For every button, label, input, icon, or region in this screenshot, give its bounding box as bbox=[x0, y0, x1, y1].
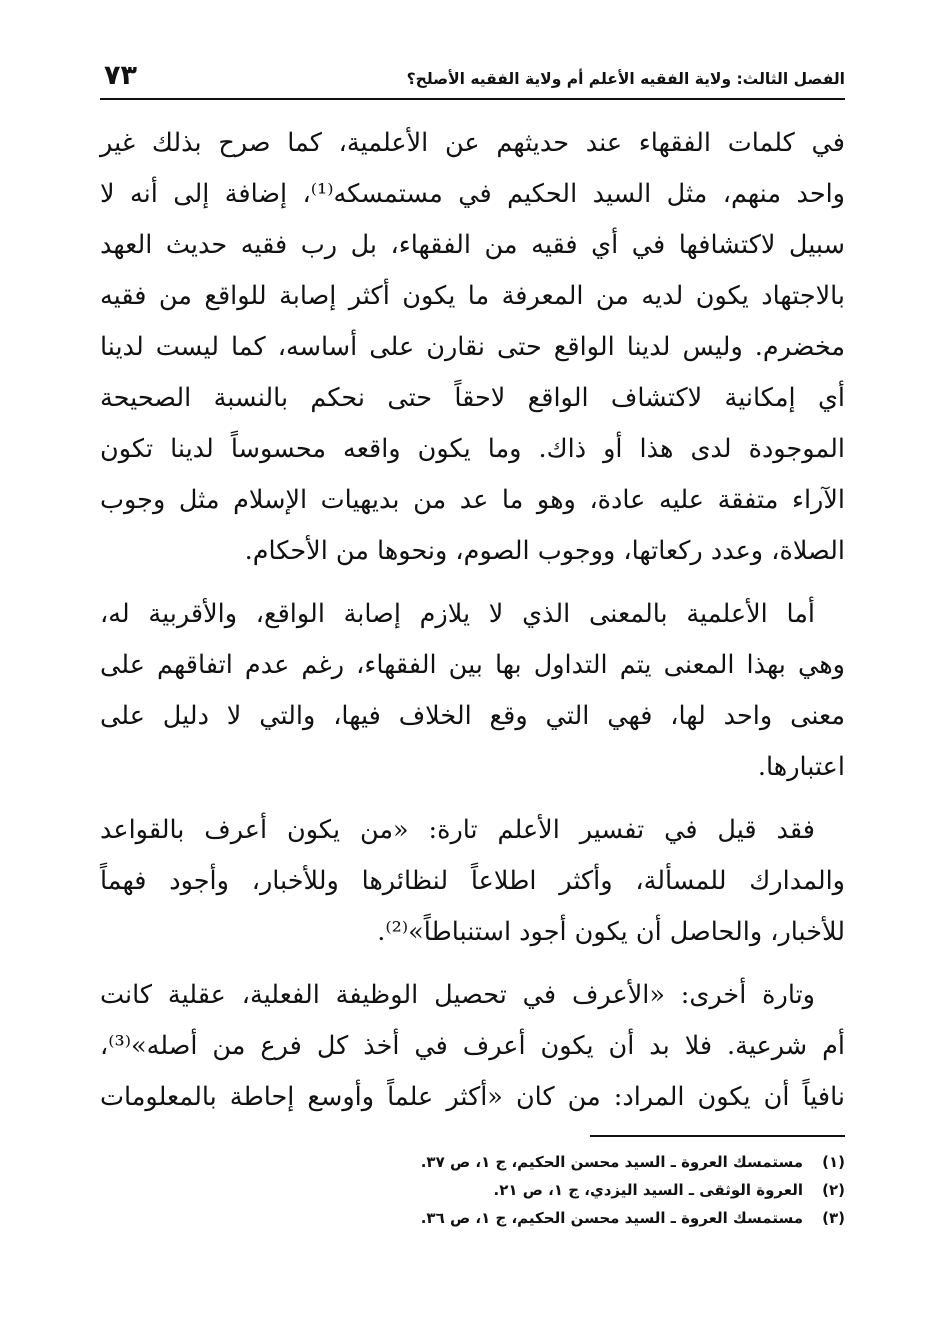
body-text bbox=[100, 118, 845, 1123]
page-header bbox=[100, 58, 845, 100]
text-line: وتارة أخرى: «الأعرف في تحصيل الوظيفة الفعلية، عقلية كانت bbox=[100, 980, 815, 1010]
text-line: فقد قيل في تفسير الأعلم تارة: «من يكون أعرف بالقواعد bbox=[100, 815, 815, 845]
text-line: اعتبارها. bbox=[757, 752, 845, 782]
footnote-2 bbox=[421, 1176, 845, 1204]
paragraph-1 bbox=[100, 118, 845, 577]
text-line: مخضرم. وليس لدينا الواقع حتى نقارن على أساسه، كما ليست لدينا bbox=[100, 332, 845, 362]
text-line: معنى واحد لها، فهي التي وقع الخلاف فيها، والتي لا دليل على bbox=[100, 701, 845, 731]
paragraph-2 bbox=[100, 589, 845, 793]
paragraph-4 bbox=[100, 970, 845, 1123]
footnote-number: (٢) bbox=[822, 1181, 845, 1199]
page-number: ٧٣ bbox=[104, 60, 137, 91]
running-title: الفصل الثالث: ولاية الفقيه الأعلم أم ولاية الفقيه الأصلح؟ bbox=[406, 70, 845, 88]
text-line: للأخبار، والحاصل أن يكون أجود استنباطاً»⁽²⁾. bbox=[377, 917, 845, 947]
text-line: الصلاة، وعدد ركعاتها، ووجوب الصوم، ونحوها من الأحكام. bbox=[244, 536, 845, 566]
footnote-text: مستمسك العروة ـ السيد محسن الحكيم، ج ١، ص ٣٦. bbox=[420, 1209, 803, 1227]
text-line: في كلمات الفقهاء عند حديثهم عن الأعلمية، كما صرح بذلك غير bbox=[100, 128, 845, 158]
text-line: أما الأعلمية بالمعنى الذي لا يلازم إصابة الواقع، والأقربية له، bbox=[100, 599, 815, 629]
footnote-number: (٣) bbox=[822, 1209, 845, 1227]
footnote-1 bbox=[421, 1148, 845, 1176]
footnote-3 bbox=[421, 1204, 845, 1232]
footnotes bbox=[421, 1148, 845, 1232]
text-line: أم شرعية. فلا بد أن يكون أعرف في أخذ كل فرع من أصله»⁽³⁾، bbox=[100, 1031, 845, 1061]
text-line: أي إمكانية لاكتشاف الواقع لاحقاً حتى نحكم بالنسبة الصحيحة bbox=[100, 383, 845, 413]
text-line: سبيل لاكتشافها في أي فقيه من الفقهاء، بل رب فقيه حديث العهد bbox=[100, 230, 845, 260]
paragraph-3 bbox=[100, 805, 845, 958]
text-line: بالاجتهاد يكون لديه من المعرفة ما يكون أكثر إصابة للواقع من فقيه bbox=[100, 281, 845, 311]
text-line: نافياً أن يكون المراد: من كان «أكثر علماً وأوسع إحاطة بالمعلومات bbox=[100, 1082, 845, 1112]
text-line: الآراء متفقة عليه عادة، وهو ما عد من بديهيات الإسلام مثل وجوب bbox=[100, 485, 845, 515]
text-line: الموجودة لدى هذا أو ذاك. وما يكون واقعه محسوساً لدينا تكون bbox=[100, 434, 845, 464]
text-line: واحد منهم، مثل السيد الحكيم في مستمسكه⁽¹⁾، إضافة إلى أنه لا bbox=[100, 179, 845, 209]
text-line: وهي بهذا المعنى يتم التداول بها بين الفقهاء، رغم عدم اتفاقهم على bbox=[100, 650, 845, 680]
footnote-text: العروة الوثقى ـ السيد اليزدي، ج ١، ص ٢١. bbox=[493, 1181, 803, 1199]
footnote-text: مستمسك العروة ـ السيد محسن الحكيم، ج ١، ص ٣٧. bbox=[420, 1153, 803, 1171]
text-line: والمدارك للمسألة، وأكثر اطلاعاً لنظائرها وللأخبار، وأجود فهماً bbox=[100, 866, 845, 896]
footnote-separator bbox=[590, 1135, 845, 1137]
footnote-number: (١) bbox=[822, 1153, 845, 1171]
